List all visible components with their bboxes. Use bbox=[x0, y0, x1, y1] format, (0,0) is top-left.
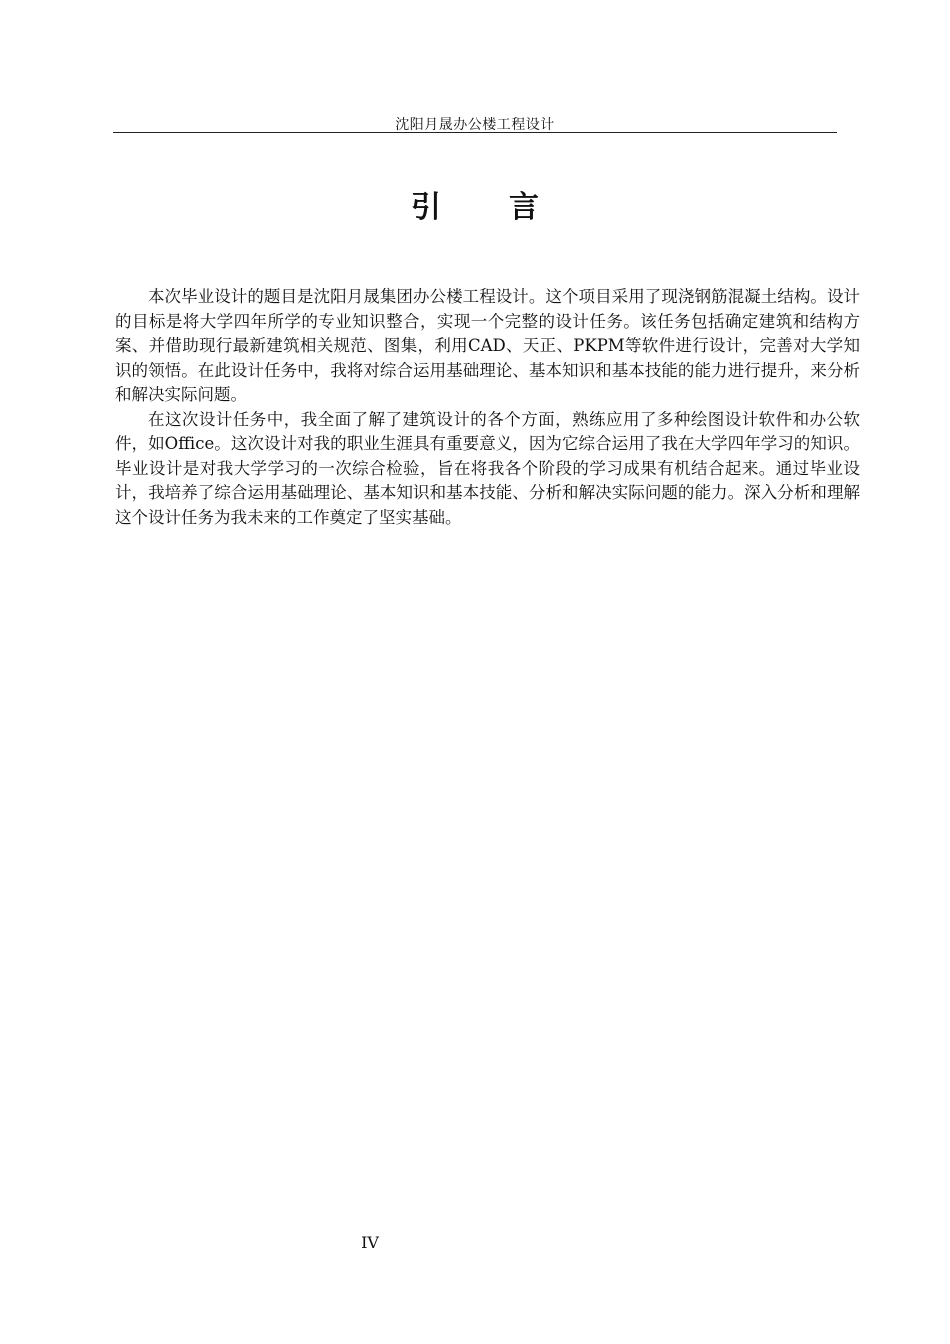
page-number: IV bbox=[361, 1233, 379, 1252]
running-header: 沈阳月晟办公楼工程设计 bbox=[395, 117, 555, 133]
header-divider bbox=[113, 132, 837, 133]
title-char-1: 引 bbox=[411, 190, 441, 225]
page-title bbox=[0, 188, 950, 228]
body-text bbox=[115, 285, 860, 530]
title-char-2: 言 bbox=[509, 190, 539, 225]
paragraph-1: 本次毕业设计的题目是沈阳月晟集团办公楼工程设计。这个项目采用了现浇钢筋混凝土结构。设计的目标是将大学四年所学的专业知识整合，实现一个完整的设计任务。该任务包括确定建筑和结构方案、并借助现行最新建筑相关规范、图集，利用CAD、天正、PKPM等软件进行设计，完善对大学知识的领悟。在此设计任务中，我将对综合运用基础理论、基本知识和基本技能的能力进行提升，来分析和解决实际问题。 bbox=[115, 287, 860, 404]
paragraph-2: 在这次设计任务中，我全面了解了建筑设计的各个方面，熟练应用了多种绘图设计软件和办公软件，如Office。这次设计对我的职业生涯具有重要意义，因为它综合运用了我在大学四年学习的知识。毕业设计是对我大学学习的一次综合检验，旨在将我各个阶段的学习成果有机结合起来。通过毕业设计，我培养了综合运用基础理论、基本知识和基本技能、分析和解决实际问题的能力。深入分析和理解这个设计任务为我未来的工作奠定了坚实基础。 bbox=[115, 409, 860, 527]
